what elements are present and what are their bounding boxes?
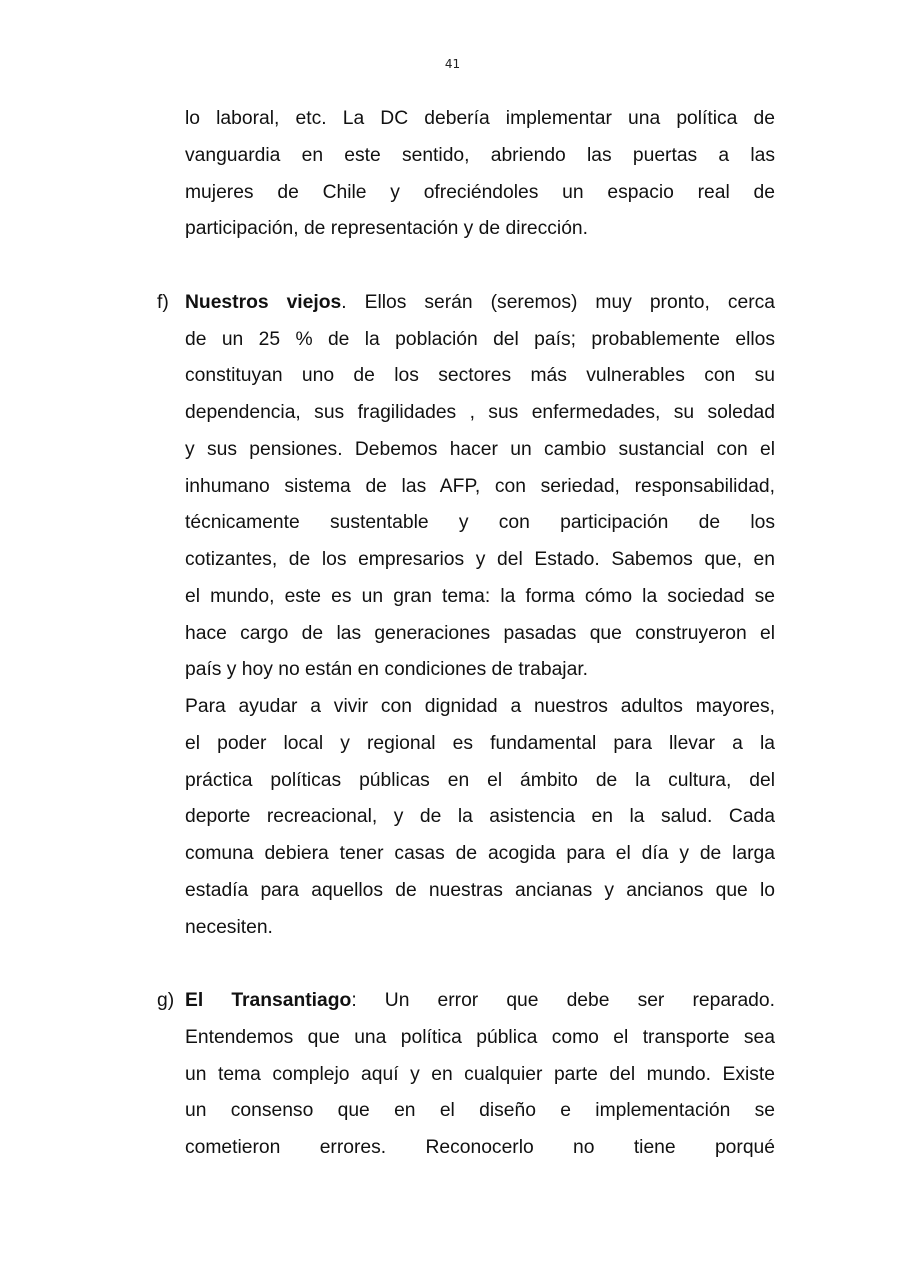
text-line: deporte recreacional, y de la asistencia en la salud. Cada: [185, 806, 775, 828]
text-line: inhumano sistema de las AFP, con seriedad, responsabilidad,: [185, 475, 775, 497]
text-line: el mundo, este es un gran tema: la forma cómo la sociedad se: [185, 585, 775, 607]
list-marker: g): [157, 990, 175, 1011]
text-line: mujeres de Chile y ofreciéndoles un espacio real de: [185, 181, 775, 203]
text-line: país y hoy no están en condiciones de trabajar.: [185, 659, 589, 681]
list-item-g: [157, 983, 775, 1167]
text-line: el poder local y regional es fundamental para llevar a la: [185, 732, 775, 754]
list-marker: f): [157, 291, 169, 313]
text-line: [185, 983, 775, 1020]
text-line: un tema complejo aquí y en cualquier parte del mundo. Existe: [185, 1063, 775, 1085]
text-line: lo laboral, etc. La DC debería implementar una política de: [185, 108, 775, 129]
item-title: El Transantiago: [185, 990, 352, 1011]
document-body: [157, 101, 775, 1167]
text-line: hace cargo de las generaciones pasadas que construyeron el: [185, 622, 775, 644]
text-line: comuna debiera tener casas de acogida para el día y de larga: [185, 843, 775, 864]
text-line: [185, 285, 775, 322]
text-line: Entendemos que una política pública como el transporte sea: [185, 1026, 775, 1048]
text-line: vanguardia en este sentido, abriendo las puertas a las: [185, 144, 775, 166]
text-line: dependencia, sus fragilidades , sus enfermedades, su soledad: [185, 402, 775, 423]
text-line: un consenso que en el diseño e implementación se: [185, 1100, 775, 1122]
text-line: constituyan uno de los sectores más vulnerables con su: [185, 365, 775, 387]
text-line: Para ayudar a vivir con dignidad a nuestros adultos mayores,: [185, 696, 775, 717]
list-item-f: [157, 285, 775, 947]
text-line: participación, de representación y de dirección.: [185, 218, 588, 240]
text-line: necesiten.: [185, 916, 273, 938]
continuation-paragraph: [185, 101, 775, 248]
text-line: cotizantes, de los empresarios y del Estado. Sabemos que, en: [185, 549, 775, 570]
text-line: técnicamente sustentable y con participación de los: [185, 512, 775, 534]
text-run: : Un error que debe ser reparado.: [351, 990, 775, 1011]
page-number: 41: [444, 57, 461, 71]
text-run: . Ellos serán (seremos) muy pronto, cerca: [341, 291, 775, 313]
text-line: y sus pensiones. Debemos hacer un cambio sustancial con el: [185, 438, 775, 460]
text-line: de un 25 % de la población del país; probablemente ellos: [185, 328, 775, 350]
item-title: Nuestros viejos: [185, 291, 342, 313]
text-line: práctica políticas públicas en el ámbito de la cultura, del: [185, 769, 775, 791]
text-line: estadía para aquellos de nuestras ancianas y ancianos que lo: [185, 879, 775, 901]
text-line: cometieron errores. Reconocerlo no tiene porqué: [185, 1137, 775, 1158]
